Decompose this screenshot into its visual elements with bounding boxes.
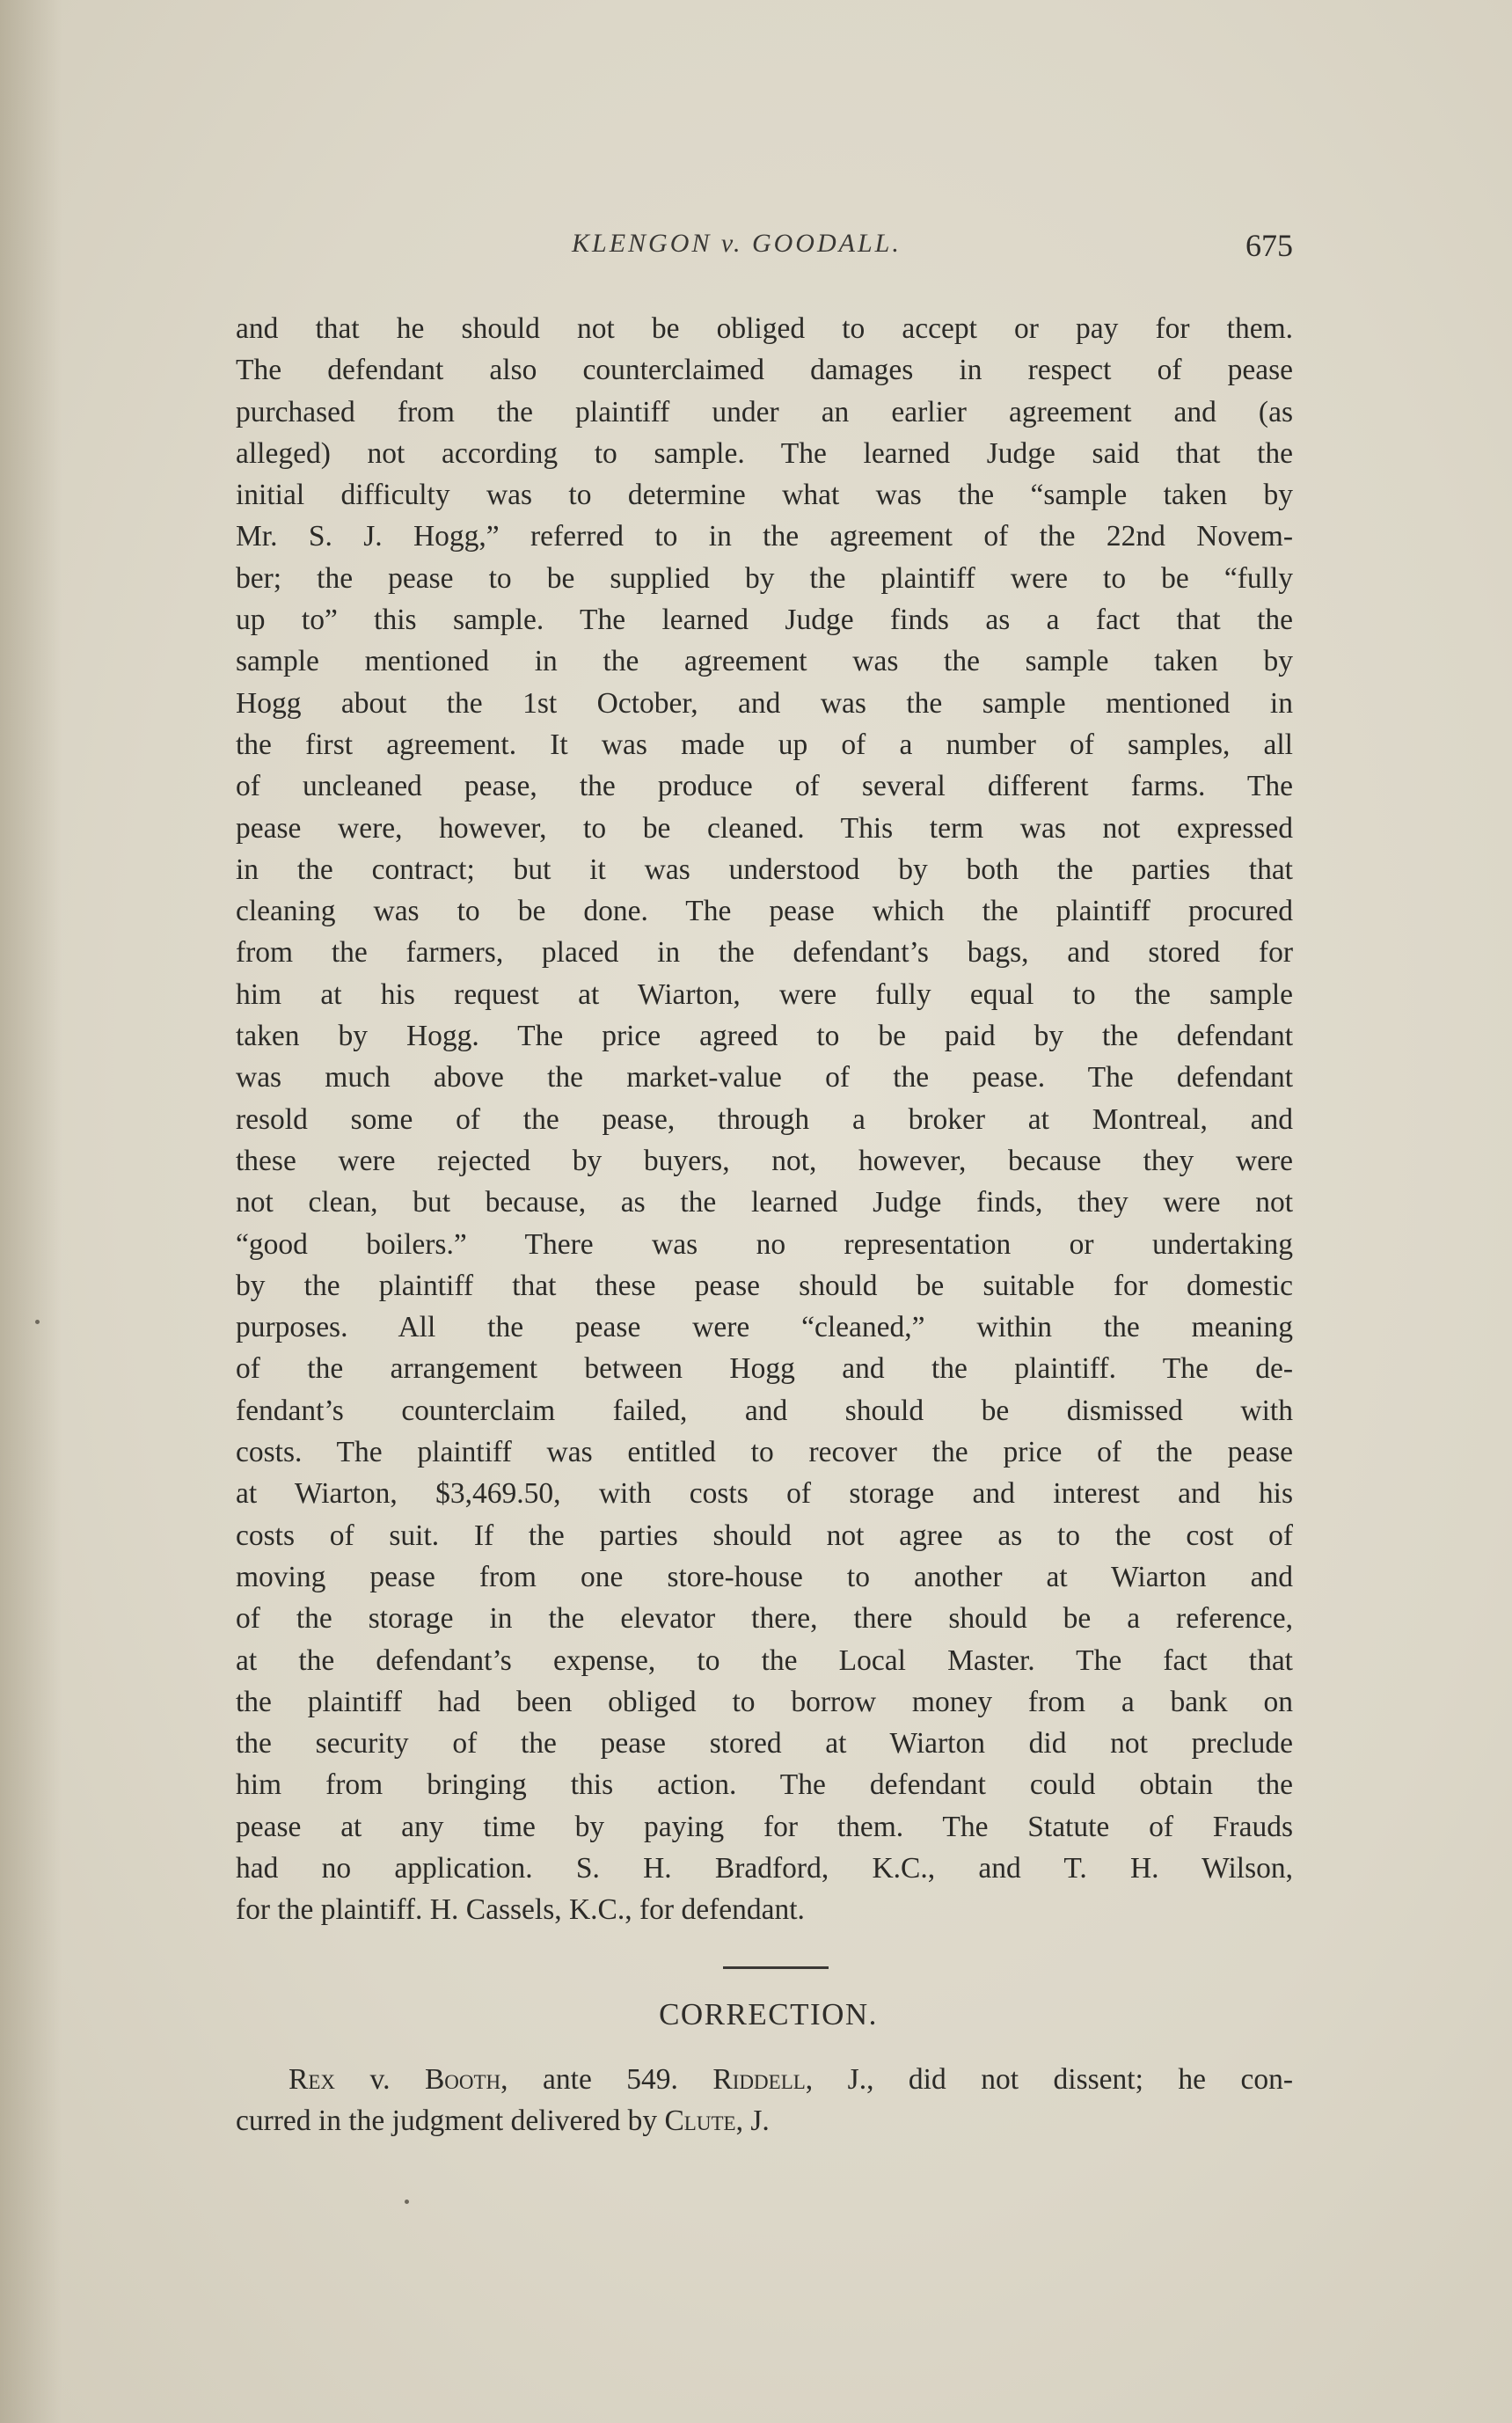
text-line: him from bringing this action. The defendant could obtain the [236,1768,1293,1802]
text-line: the first agreement. It was made up of a number of samples, all [236,728,1293,761]
page-number: 675 [1245,228,1293,263]
text-line: of the storage in the elevator there, there should be a reference, [236,1602,1293,1636]
text-line: alleged) not according to sample. The learned Judge said that the [236,436,1293,470]
paper-speck [405,2200,409,2204]
text-line: costs of suit. If the parties should not agree as to the cost of [236,1519,1293,1552]
text-line: from the farmers, placed in the defendant’s bags, and stored for [236,936,1293,970]
text-line: pease were, however, to be cleaned. This term was not expressed [236,811,1293,845]
text-line: at Wiarton, $3,469.50, with costs of storage and interest and his [236,1477,1293,1511]
text-line: Mr. S. J. Hogg,” referred to in the agreement of the 22nd Novem- [236,520,1293,553]
page-edge-shadow [0,0,62,2423]
text-line: by the plaintiff that these pease should be suitable for domestic [236,1269,1293,1302]
text-line: was much above the market-value of the pease. The defendant [236,1061,1293,1094]
section-divider [723,1966,829,1969]
text-line: fendant’s counterclaim failed, and should be dismissed with [236,1394,1293,1427]
text-line: and that he should not be obliged to accept or pay for them. [236,312,1293,345]
correction-line-1: Rex v. Booth, ante 549. Riddell, J., did not dissent; he con- [289,2063,1293,2096]
text-line: sample mentioned in the agreement was the sample taken by [236,645,1293,678]
text-line: up to” this sample. The learned Judge finds as a fact that the [236,604,1293,637]
text-line: The defendant also counterclaimed damages in respect of pease [236,354,1293,387]
text-line: of uncleaned pease, the produce of several different farms. The [236,770,1293,803]
text-line: cleaning was to be done. The pease which the plaintiff procured [236,895,1293,928]
text-line: resold some of the pease, through a broker at Montreal, and [236,1102,1293,1136]
text-line: pease at any time by paying for them. The Statute of Frauds [236,1810,1293,1843]
text-line: Hogg about the 1st October, and was the sample mentioned in [236,686,1293,720]
text-line: purposes. All the pease were “cleaned,” within the meaning [236,1311,1293,1344]
text-line: taken by Hogg. The price agreed to be paid by the defendant [236,1020,1293,1053]
text-line: had no application. S. H. Bradford, K.C., and T. H. Wilson, [236,1851,1293,1885]
text-line: ber; the pease to be supplied by the plaintiff were to be “fully [236,561,1293,595]
correction-heading: CORRECTION. [659,1997,878,2031]
text-line: him at his request at Wiarton, were fully equal to the sample [236,977,1293,1011]
text-line: at the defendant’s expense, to the Local Master. The fact that [236,1643,1293,1677]
running-head [237,227,1293,271]
text-line: in the contract; but it was understood by both the parties that [236,853,1293,886]
text-line: the plaintiff had been obliged to borrow money from a bank on [236,1685,1293,1718]
text-line: of the arrangement between Hogg and the plaintiff. The de- [236,1352,1293,1386]
running-title: KLENGON v. GOODALL. [572,229,902,258]
correction-paragraph [236,2059,1293,2142]
text-line: “good boilers.” There was no representation or undertaking [236,1227,1293,1261]
correction-line-2: curred in the judgment delivered by Clute, J. [236,2105,770,2138]
text-line: purchased from the plaintiff under an earlier agreement and (as [236,395,1293,428]
text-line: costs. The plaintiff was entitled to recover the price of the pease [236,1436,1293,1469]
text-line: moving pease from one store-house to another at Wiarton and [236,1560,1293,1593]
text-line: initial difficulty was to determine what was the “sample taken by [236,479,1293,512]
text-line: for the plaintiff. H. Cassels, K.C., for defendant. [236,1893,805,1927]
paper-speck [35,1320,40,1324]
text-line: these were rejected by buyers, not, however, because they were [236,1144,1293,1177]
text-line: not clean, but because, as the learned Judge finds, they were not [236,1186,1293,1219]
body-paragraph [236,308,1293,1931]
text-line: the security of the pease stored at Wiarton did not preclude [236,1727,1293,1761]
